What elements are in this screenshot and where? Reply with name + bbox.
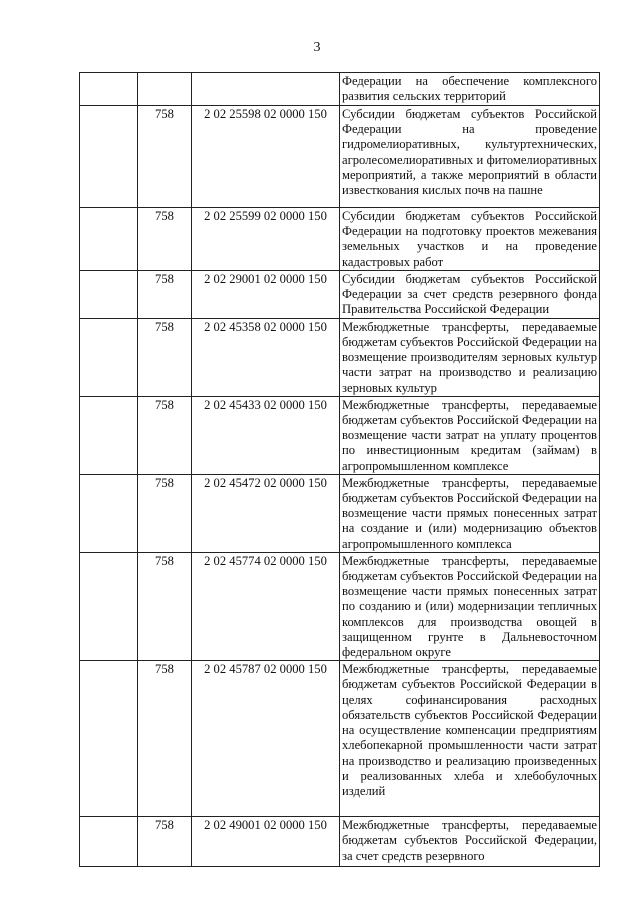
revenue-description-cell: Субсидии бюджетам субъектов Российской Федерации на подготовку проектов межевания земельных участков и на проведение кадастровых работ — [340, 208, 600, 271]
admin-code-cell: 758 — [138, 270, 192, 318]
table-row — [80, 208, 600, 271]
empty-cell — [80, 270, 138, 318]
budget-classification-code-cell: 2 02 45358 02 0000 150 — [192, 318, 340, 396]
budget-classification-code-cell — [192, 73, 340, 106]
table-row — [80, 474, 600, 552]
revenue-description-cell: Межбюджетные трансферты, передаваемые бюджетам субъектов Российской Федерации на возмещение части затрат на уплату процентов по инвестиционным кредитам (займам) в агропромышленном комплексе — [340, 396, 600, 474]
budget-classification-code-cell: 2 02 45787 02 0000 150 — [192, 661, 340, 817]
budget-classification-code-cell: 2 02 25599 02 0000 150 — [192, 208, 340, 271]
table-row — [80, 106, 600, 208]
revenue-description-cell: Межбюджетные трансферты, передаваемые бюджетам субъектов Российской Федерации в целях софинансирования расходных обязательств субъектов Российской Федерации на осуществление компенсации предприятиям хлебопекарной промышленности части затрат на производство и реализацию произведенных и реализованных хлеба и хлебобулочных изделий — [340, 661, 600, 817]
table-row — [80, 817, 600, 867]
admin-code-cell: 758 — [138, 106, 192, 208]
empty-cell — [80, 661, 138, 817]
admin-code-cell: 758 — [138, 661, 192, 817]
empty-cell — [80, 106, 138, 208]
budget-classification-code-cell: 2 02 45433 02 0000 150 — [192, 396, 340, 474]
page-number: 3 — [313, 40, 321, 55]
table-row — [80, 270, 600, 318]
revenue-description-cell: Межбюджетные трансферты, передаваемые бюджетам субъектов Российской Федерации на возмещение производителям зерновых культур части затрат на производство и реализацию зерновых культур — [340, 318, 600, 396]
budget-revenue-table — [79, 72, 600, 867]
revenue-description-cell: Межбюджетные трансферты, передаваемые бюджетам субъектов Российской Федерации на возмещение части прямых понесенных затрат по созданию и (или) модернизации тепличных комплексов для производства овощей в защищенном грунте в Дальневосточном федеральном округе — [340, 552, 600, 660]
admin-code-cell: 758 — [138, 318, 192, 396]
empty-cell — [80, 474, 138, 552]
empty-cell — [80, 73, 138, 106]
admin-code-cell: 758 — [138, 474, 192, 552]
revenue-description-cell: Федерации на обеспечение комплексного развития сельских территорий — [340, 73, 600, 106]
table-row — [80, 396, 600, 474]
revenue-description-cell: Субсидии бюджетам субъектов Российской Федерации на проведение гидромелиоративных, культуртехнических, агролесомелиоративных и фитомелиоративных мероприятий, а также мероприятий в области известкования кислых почв на пашне — [340, 106, 600, 208]
budget-classification-code-cell: 2 02 45774 02 0000 150 — [192, 552, 340, 660]
admin-code-cell: 758 — [138, 552, 192, 660]
budget-classification-code-cell: 2 02 49001 02 0000 150 — [192, 817, 340, 867]
admin-code-cell: 758 — [138, 817, 192, 867]
budget-classification-code-cell: 2 02 29001 02 0000 150 — [192, 270, 340, 318]
table-row — [80, 552, 600, 660]
empty-cell — [80, 318, 138, 396]
revenue-description-cell: Межбюджетные трансферты, передаваемые бюджетам субъектов Российской Федерации на возмещение части прямых понесенных затрат на создание и (или) модернизацию объектов агропромышленного комплекса — [340, 474, 600, 552]
table-row — [80, 318, 600, 396]
revenue-description-cell: Межбюджетные трансферты, передаваемые бюджетам субъектов Российской Федерации, за счет средств резервного — [340, 817, 600, 867]
empty-cell — [80, 552, 138, 660]
budget-classification-code-cell: 2 02 45472 02 0000 150 — [192, 474, 340, 552]
admin-code-cell: 758 — [138, 396, 192, 474]
table-row — [80, 661, 600, 817]
admin-code-cell: 758 — [138, 208, 192, 271]
table-row — [80, 73, 600, 106]
empty-cell — [80, 817, 138, 867]
empty-cell — [80, 396, 138, 474]
budget-classification-code-cell: 2 02 25598 02 0000 150 — [192, 106, 340, 208]
empty-cell — [80, 208, 138, 271]
admin-code-cell — [138, 73, 192, 106]
revenue-description-cell: Субсидии бюджетам субъектов Российской Федерации за счет средств резервного фонда Правительства Российской Федерации — [340, 270, 600, 318]
